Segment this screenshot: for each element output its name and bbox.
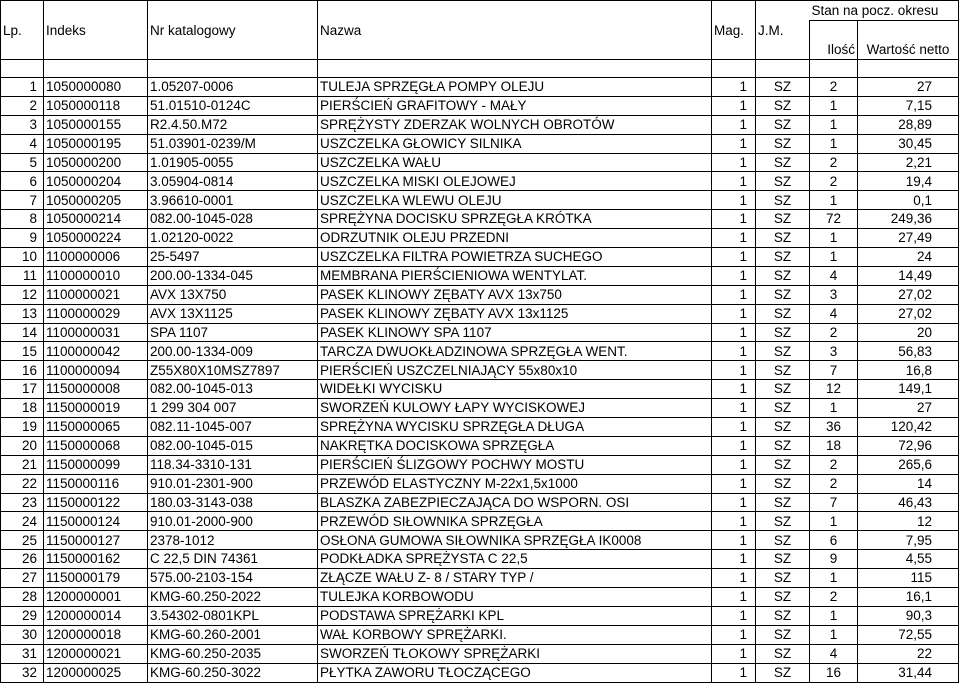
cell-catalog-number: KMG-60.250-2022 bbox=[148, 588, 318, 607]
cell-name: SPRĘŻYNA DOCISKU SPRZĘGŁA KRÓTKA bbox=[318, 210, 712, 229]
cell-net-value: 27 bbox=[858, 78, 959, 97]
cell-mag: 1 bbox=[712, 191, 756, 210]
table-row bbox=[1, 342, 959, 361]
cell-indeks: 1150000124 bbox=[44, 512, 148, 531]
cell-catalog-number: 082.00-1045-028 bbox=[148, 210, 318, 229]
cell-name: SPRĘŻYNA WYCISKU SPRZĘGŁA DŁUGA bbox=[318, 418, 712, 437]
cell-unit: SZ bbox=[756, 191, 810, 210]
cell-mag: 1 bbox=[712, 550, 756, 569]
cell-lp: 17 bbox=[1, 380, 44, 399]
cell-mag: 1 bbox=[712, 229, 756, 248]
cell-quantity: 18 bbox=[810, 436, 858, 455]
cell-indeks: 1050000205 bbox=[44, 191, 148, 210]
cell-unit: SZ bbox=[756, 569, 810, 588]
cell-catalog-number: 082.00-1045-015 bbox=[148, 436, 318, 455]
table-row bbox=[1, 285, 959, 304]
cell-quantity: 7 bbox=[810, 361, 858, 380]
cell-name: PODSTAWA SPRĘŻARKI KPL bbox=[318, 606, 712, 625]
cell-mag: 1 bbox=[712, 210, 756, 229]
cell-indeks: 1100000010 bbox=[44, 266, 148, 285]
col-mag-header: Mag. bbox=[712, 21, 756, 41]
cell-catalog-number: 180.03-3143-038 bbox=[148, 493, 318, 512]
cell-mag: 1 bbox=[712, 342, 756, 361]
cell-catalog-number: 2378-1012 bbox=[148, 531, 318, 550]
cell-indeks: 1200000001 bbox=[44, 588, 148, 607]
cell-lp: 8 bbox=[1, 210, 44, 229]
cell-catalog-number: 1.01905-0055 bbox=[148, 153, 318, 172]
cell-indeks: 1150000065 bbox=[44, 418, 148, 437]
cell-net-value: 27,02 bbox=[858, 285, 959, 304]
cell-catalog-number: KMG-60.250-2035 bbox=[148, 644, 318, 663]
cell-lp: 9 bbox=[1, 229, 44, 248]
cell-lp: 20 bbox=[1, 436, 44, 455]
cell-net-value: 28,89 bbox=[858, 115, 959, 134]
table-row bbox=[1, 96, 959, 115]
cell-unit: SZ bbox=[756, 550, 810, 569]
table-row bbox=[1, 304, 959, 323]
cell-mag: 1 bbox=[712, 399, 756, 418]
table-row bbox=[1, 569, 959, 588]
cell-quantity: 16 bbox=[810, 663, 858, 682]
cell-lp: 11 bbox=[1, 266, 44, 285]
cell-name: PIERŚCIEŃ GRAFITOWY - MAŁY bbox=[318, 96, 712, 115]
cell-net-value: 12 bbox=[858, 512, 959, 531]
table-row bbox=[1, 399, 959, 418]
cell-net-value: 24 bbox=[858, 248, 959, 267]
cell-quantity: 1 bbox=[810, 229, 858, 248]
cell-indeks: 1050000118 bbox=[44, 96, 148, 115]
cell-lp: 6 bbox=[1, 172, 44, 191]
cell-net-value: 115 bbox=[858, 569, 959, 588]
table-row bbox=[1, 588, 959, 607]
cell-unit: SZ bbox=[756, 455, 810, 474]
cell-indeks: 1150000019 bbox=[44, 399, 148, 418]
cell-indeks: 1100000021 bbox=[44, 285, 148, 304]
cell-net-value: 46,43 bbox=[858, 493, 959, 512]
cell-mag: 1 bbox=[712, 606, 756, 625]
col-indeks-header: Indeks bbox=[44, 21, 148, 41]
cell-catalog-number: 118.34-3310-131 bbox=[148, 455, 318, 474]
cell-unit: SZ bbox=[756, 115, 810, 134]
cell-quantity: 1 bbox=[810, 115, 858, 134]
cell-name: PASEK KLINOWY SPA 1107 bbox=[318, 323, 712, 342]
cell-unit: SZ bbox=[756, 78, 810, 97]
cell-name: ZŁĄCZE WAŁU Z- 8 / STARY TYP / bbox=[318, 569, 712, 588]
cell-name: SPRĘŻYSTY ZDERZAK WOLNYCH OBROTÓW bbox=[318, 115, 712, 134]
cell-quantity: 2 bbox=[810, 455, 858, 474]
cell-catalog-number: 910.01-2301-900 bbox=[148, 474, 318, 493]
cell-lp: 28 bbox=[1, 588, 44, 607]
cell-net-value: 120,42 bbox=[858, 418, 959, 437]
cell-name: USZCZELKA GŁOWICY SILNIKA bbox=[318, 134, 712, 153]
cell-net-value: 16,8 bbox=[858, 361, 959, 380]
cell-lp: 19 bbox=[1, 418, 44, 437]
cell-quantity: 1 bbox=[810, 625, 858, 644]
cell-lp: 32 bbox=[1, 663, 44, 682]
cell-quantity: 2 bbox=[810, 78, 858, 97]
cell-indeks: 1050000224 bbox=[44, 229, 148, 248]
cell-indeks: 1100000029 bbox=[44, 304, 148, 323]
cell-name: USZCZELKA FILTRA POWIETRZA SUCHEGO bbox=[318, 248, 712, 267]
cell-mag: 1 bbox=[712, 266, 756, 285]
table-row bbox=[1, 531, 959, 550]
table-row bbox=[1, 455, 959, 474]
table-row bbox=[1, 134, 959, 153]
cell-catalog-number: 082.00-1045-013 bbox=[148, 380, 318, 399]
cell-quantity: 72 bbox=[810, 210, 858, 229]
cell-lp: 25 bbox=[1, 531, 44, 550]
cell-mag: 1 bbox=[712, 153, 756, 172]
table-row bbox=[1, 172, 959, 191]
cell-indeks: 1050000200 bbox=[44, 153, 148, 172]
cell-quantity: 3 bbox=[810, 342, 858, 361]
cell-mag: 1 bbox=[712, 493, 756, 512]
cell-indeks: 1150000068 bbox=[44, 436, 148, 455]
table-row bbox=[1, 361, 959, 380]
cell-net-value: 22 bbox=[858, 644, 959, 663]
cell-catalog-number: 51.01510-0124C bbox=[148, 96, 318, 115]
cell-unit: SZ bbox=[756, 266, 810, 285]
cell-unit: SZ bbox=[756, 304, 810, 323]
cell-catalog-number: 1 299 304 007 bbox=[148, 399, 318, 418]
cell-quantity: 9 bbox=[810, 550, 858, 569]
cell-name: USZCZELKA WLEWU OLEJU bbox=[318, 191, 712, 210]
cell-mag: 1 bbox=[712, 644, 756, 663]
cell-mag: 1 bbox=[712, 455, 756, 474]
cell-mag: 1 bbox=[712, 361, 756, 380]
cell-mag: 1 bbox=[712, 569, 756, 588]
cell-quantity: 2 bbox=[810, 323, 858, 342]
cell-name: BLASZKA ZABEZPIECZAJĄCA DO WSPORN. OSI bbox=[318, 493, 712, 512]
cell-lp: 26 bbox=[1, 550, 44, 569]
stock-start-group-header: Stan na pocz. okresu bbox=[810, 1, 959, 21]
cell-name: PIERŚCIEŃ ŚLIZGOWY POCHWY MOSTU bbox=[318, 455, 712, 474]
cell-catalog-number: SPA 1107 bbox=[148, 323, 318, 342]
cell-unit: SZ bbox=[756, 588, 810, 607]
cell-indeks: 1100000094 bbox=[44, 361, 148, 380]
col-name-header: Nazwa bbox=[318, 21, 712, 41]
cell-lp: 27 bbox=[1, 569, 44, 588]
cell-indeks: 1150000122 bbox=[44, 493, 148, 512]
cell-mag: 1 bbox=[712, 304, 756, 323]
table-row bbox=[1, 380, 959, 399]
cell-quantity: 4 bbox=[810, 266, 858, 285]
col-unit-header: J.M. bbox=[756, 21, 810, 41]
cell-mag: 1 bbox=[712, 625, 756, 644]
cell-lp: 10 bbox=[1, 248, 44, 267]
col-catalog-header: Nr katalogowy bbox=[148, 21, 318, 41]
cell-catalog-number: 1.02120-0022 bbox=[148, 229, 318, 248]
cell-net-value: 20 bbox=[858, 323, 959, 342]
cell-net-value: 149,1 bbox=[858, 380, 959, 399]
table-row bbox=[1, 474, 959, 493]
cell-unit: SZ bbox=[756, 96, 810, 115]
cell-net-value: 72,96 bbox=[858, 436, 959, 455]
cell-lp: 1 bbox=[1, 78, 44, 97]
cell-unit: SZ bbox=[756, 474, 810, 493]
cell-lp: 16 bbox=[1, 361, 44, 380]
cell-name: OSŁONA GUMOWA SIŁOWNIKA SPRZĘGŁA IK0008 bbox=[318, 531, 712, 550]
cell-indeks: 1150000179 bbox=[44, 569, 148, 588]
cell-name: PIERŚCIEŃ USZCZELNIAJĄCY 55x80x10 bbox=[318, 361, 712, 380]
cell-name: USZCZELKA MISKI OLEJOWEJ bbox=[318, 172, 712, 191]
cell-lp: 23 bbox=[1, 493, 44, 512]
cell-indeks: 1050000204 bbox=[44, 172, 148, 191]
cell-catalog-number: 910.01-2000-900 bbox=[148, 512, 318, 531]
cell-indeks: 1100000031 bbox=[44, 323, 148, 342]
cell-catalog-number: 3.54302-0801KPL bbox=[148, 606, 318, 625]
table-row bbox=[1, 493, 959, 512]
cell-net-value: 0,1 bbox=[858, 191, 959, 210]
cell-mag: 1 bbox=[712, 96, 756, 115]
cell-name: USZCZELKA WAŁU bbox=[318, 153, 712, 172]
cell-lp: 21 bbox=[1, 455, 44, 474]
cell-lp: 14 bbox=[1, 323, 44, 342]
cell-name: NAKRĘTKA DOCISKOWA SPRZĘGŁA bbox=[318, 436, 712, 455]
cell-name: MEMBRANA PIERŚCIENIOWA WENTYLAT. bbox=[318, 266, 712, 285]
cell-indeks: 1050000080 bbox=[44, 78, 148, 97]
cell-indeks: 1050000214 bbox=[44, 210, 148, 229]
cell-quantity: 1 bbox=[810, 569, 858, 588]
cell-lp: 30 bbox=[1, 625, 44, 644]
cell-unit: SZ bbox=[756, 172, 810, 191]
cell-mag: 1 bbox=[712, 531, 756, 550]
table-row bbox=[1, 266, 959, 285]
cell-mag: 1 bbox=[712, 172, 756, 191]
cell-quantity: 1 bbox=[810, 248, 858, 267]
cell-mag: 1 bbox=[712, 474, 756, 493]
cell-lp: 13 bbox=[1, 304, 44, 323]
cell-mag: 1 bbox=[712, 588, 756, 607]
cell-net-value: 14 bbox=[858, 474, 959, 493]
cell-quantity: 36 bbox=[810, 418, 858, 437]
cell-name: PŁYTKA ZAWORU TŁOCZĄCEGO bbox=[318, 663, 712, 682]
cell-catalog-number: C 22,5 DIN 74361 bbox=[148, 550, 318, 569]
cell-quantity: 1 bbox=[810, 399, 858, 418]
cell-quantity: 2 bbox=[810, 474, 858, 493]
cell-net-value: 249,36 bbox=[858, 210, 959, 229]
cell-name: WAŁ KORBOWY SPRĘŻARKI. bbox=[318, 625, 712, 644]
table-row bbox=[1, 191, 959, 210]
cell-name: SWORZEŃ TŁOKOWY SPRĘŻARKI bbox=[318, 644, 712, 663]
cell-lp: 5 bbox=[1, 153, 44, 172]
table-row bbox=[1, 78, 959, 97]
cell-indeks: 1200000014 bbox=[44, 606, 148, 625]
cell-catalog-number: AVX 13X750 bbox=[148, 285, 318, 304]
cell-unit: SZ bbox=[756, 418, 810, 437]
cell-quantity: 1 bbox=[810, 134, 858, 153]
cell-indeks: 1100000006 bbox=[44, 248, 148, 267]
cell-indeks: 1200000018 bbox=[44, 625, 148, 644]
cell-quantity: 4 bbox=[810, 304, 858, 323]
cell-net-value: 90,3 bbox=[858, 606, 959, 625]
cell-net-value: 56,83 bbox=[858, 342, 959, 361]
cell-unit: SZ bbox=[756, 134, 810, 153]
cell-quantity: 1 bbox=[810, 512, 858, 531]
cell-indeks: 1050000155 bbox=[44, 115, 148, 134]
cell-net-value: 27,02 bbox=[858, 304, 959, 323]
table-row bbox=[1, 606, 959, 625]
cell-catalog-number: 575.00-2103-154 bbox=[148, 569, 318, 588]
cell-name: PODKŁADKA SPRĘŻYSTA C 22,5 bbox=[318, 550, 712, 569]
table-row bbox=[1, 115, 959, 134]
cell-catalog-number: 25-5497 bbox=[148, 248, 318, 267]
cell-mag: 1 bbox=[712, 512, 756, 531]
cell-unit: SZ bbox=[756, 153, 810, 172]
cell-net-value: 265,6 bbox=[858, 455, 959, 474]
cell-name: PRZEWÓD SIŁOWNIKA SPRZĘGŁA bbox=[318, 512, 712, 531]
cell-quantity: 2 bbox=[810, 588, 858, 607]
cell-mag: 1 bbox=[712, 134, 756, 153]
cell-lp: 29 bbox=[1, 606, 44, 625]
table-row bbox=[1, 625, 959, 644]
cell-catalog-number: 51.03901-0239/M bbox=[148, 134, 318, 153]
cell-mag: 1 bbox=[712, 285, 756, 304]
cell-mag: 1 bbox=[712, 663, 756, 682]
table-row bbox=[1, 248, 959, 267]
cell-lp: 3 bbox=[1, 115, 44, 134]
cell-quantity: 2 bbox=[810, 172, 858, 191]
col-lp-header: Lp. bbox=[1, 21, 44, 41]
cell-net-value: 19,4 bbox=[858, 172, 959, 191]
cell-indeks: 1050000195 bbox=[44, 134, 148, 153]
cell-catalog-number: 200.00-1334-009 bbox=[148, 342, 318, 361]
cell-name: PASEK KLINOWY ZĘBATY AVX 13x1125 bbox=[318, 304, 712, 323]
cell-unit: SZ bbox=[756, 663, 810, 682]
cell-lp: 31 bbox=[1, 644, 44, 663]
cell-mag: 1 bbox=[712, 78, 756, 97]
cell-net-value: 4,55 bbox=[858, 550, 959, 569]
cell-indeks: 1150000099 bbox=[44, 455, 148, 474]
table-row bbox=[1, 418, 959, 437]
cell-net-value: 7,15 bbox=[858, 96, 959, 115]
cell-net-value: 72,55 bbox=[858, 625, 959, 644]
cell-indeks: 1150000116 bbox=[44, 474, 148, 493]
cell-catalog-number: Z55X80X10MSZ7897 bbox=[148, 361, 318, 380]
cell-unit: SZ bbox=[756, 248, 810, 267]
cell-name: TULEJKA KORBOWODU bbox=[318, 588, 712, 607]
cell-name: WIDEŁKI WYCISKU bbox=[318, 380, 712, 399]
cell-quantity: 7 bbox=[810, 493, 858, 512]
cell-quantity: 4 bbox=[810, 644, 858, 663]
cell-net-value: 31,44 bbox=[858, 663, 959, 682]
cell-quantity: 1 bbox=[810, 96, 858, 115]
cell-catalog-number: 3.05904-0814 bbox=[148, 172, 318, 191]
cell-unit: SZ bbox=[756, 285, 810, 304]
table-row bbox=[1, 323, 959, 342]
cell-unit: SZ bbox=[756, 625, 810, 644]
table-row bbox=[1, 550, 959, 569]
cell-quantity: 1 bbox=[810, 191, 858, 210]
cell-catalog-number: KMG-60.260-2001 bbox=[148, 625, 318, 644]
cell-indeks: 1200000025 bbox=[44, 663, 148, 682]
cell-unit: SZ bbox=[756, 606, 810, 625]
col-net-value-header: Wartość netto bbox=[858, 40, 959, 60]
cell-unit: SZ bbox=[756, 380, 810, 399]
cell-net-value: 30,45 bbox=[858, 134, 959, 153]
cell-mag: 1 bbox=[712, 323, 756, 342]
cell-unit: SZ bbox=[756, 531, 810, 550]
cell-net-value: 16,1 bbox=[858, 588, 959, 607]
table-row bbox=[1, 229, 959, 248]
cell-catalog-number: R2.4.50.M72 bbox=[148, 115, 318, 134]
cell-indeks: 1100000042 bbox=[44, 342, 148, 361]
cell-lp: 12 bbox=[1, 285, 44, 304]
cell-indeks: 1150000127 bbox=[44, 531, 148, 550]
cell-unit: SZ bbox=[756, 342, 810, 361]
table-row bbox=[1, 512, 959, 531]
cell-catalog-number: 1.05207-0006 bbox=[148, 78, 318, 97]
cell-mag: 1 bbox=[712, 380, 756, 399]
cell-net-value: 14,49 bbox=[858, 266, 959, 285]
table-header bbox=[1, 1, 959, 78]
cell-indeks: 1150000008 bbox=[44, 380, 148, 399]
cell-indeks: 1200000021 bbox=[44, 644, 148, 663]
cell-catalog-number: 200.00-1334-045 bbox=[148, 266, 318, 285]
cell-lp: 7 bbox=[1, 191, 44, 210]
cell-lp: 15 bbox=[1, 342, 44, 361]
cell-unit: SZ bbox=[756, 436, 810, 455]
cell-catalog-number: KMG-60.250-3022 bbox=[148, 663, 318, 682]
cell-unit: SZ bbox=[756, 229, 810, 248]
cell-unit: SZ bbox=[756, 644, 810, 663]
cell-unit: SZ bbox=[756, 323, 810, 342]
cell-unit: SZ bbox=[756, 210, 810, 229]
table-row bbox=[1, 644, 959, 663]
cell-unit: SZ bbox=[756, 361, 810, 380]
cell-quantity: 6 bbox=[810, 531, 858, 550]
col-quantity-header: Ilość bbox=[810, 40, 858, 60]
cell-lp: 4 bbox=[1, 134, 44, 153]
cell-quantity: 3 bbox=[810, 285, 858, 304]
table-row bbox=[1, 153, 959, 172]
table-body bbox=[1, 78, 959, 683]
cell-catalog-number: 082.11-1045-007 bbox=[148, 418, 318, 437]
cell-indeks: 1150000162 bbox=[44, 550, 148, 569]
cell-net-value: 2,21 bbox=[858, 153, 959, 172]
cell-unit: SZ bbox=[756, 399, 810, 418]
cell-unit: SZ bbox=[756, 512, 810, 531]
cell-name: TARCZA DWUOKŁADZINOWA SPRZĘGŁA WENT. bbox=[318, 342, 712, 361]
cell-quantity: 1 bbox=[810, 606, 858, 625]
cell-mag: 1 bbox=[712, 248, 756, 267]
cell-quantity: 2 bbox=[810, 153, 858, 172]
cell-lp: 22 bbox=[1, 474, 44, 493]
cell-mag: 1 bbox=[712, 418, 756, 437]
cell-name: PRZEWÓD ELASTYCZNY M-22x1,5x1000 bbox=[318, 474, 712, 493]
cell-name: SWORZEŃ KULOWY ŁAPY WYCISKOWEJ bbox=[318, 399, 712, 418]
cell-mag: 1 bbox=[712, 115, 756, 134]
cell-name: PASEK KLINOWY ZĘBATY AVX 13x750 bbox=[318, 285, 712, 304]
cell-name: TULEJA SPRZĘGŁA POMPY OLEJU bbox=[318, 78, 712, 97]
cell-name: ODRZUTNIK OLEJU PRZEDNI bbox=[318, 229, 712, 248]
table-row bbox=[1, 663, 959, 682]
cell-net-value: 27 bbox=[858, 399, 959, 418]
cell-quantity: 12 bbox=[810, 380, 858, 399]
cell-unit: SZ bbox=[756, 493, 810, 512]
cell-lp: 2 bbox=[1, 96, 44, 115]
cell-net-value: 27,49 bbox=[858, 229, 959, 248]
table-row bbox=[1, 210, 959, 229]
cell-mag: 1 bbox=[712, 436, 756, 455]
cell-lp: 18 bbox=[1, 399, 44, 418]
cell-catalog-number: 3.96610-0001 bbox=[148, 191, 318, 210]
table-row bbox=[1, 436, 959, 455]
cell-catalog-number: AVX 13X1125 bbox=[148, 304, 318, 323]
cell-lp: 24 bbox=[1, 512, 44, 531]
cell-net-value: 7,95 bbox=[858, 531, 959, 550]
